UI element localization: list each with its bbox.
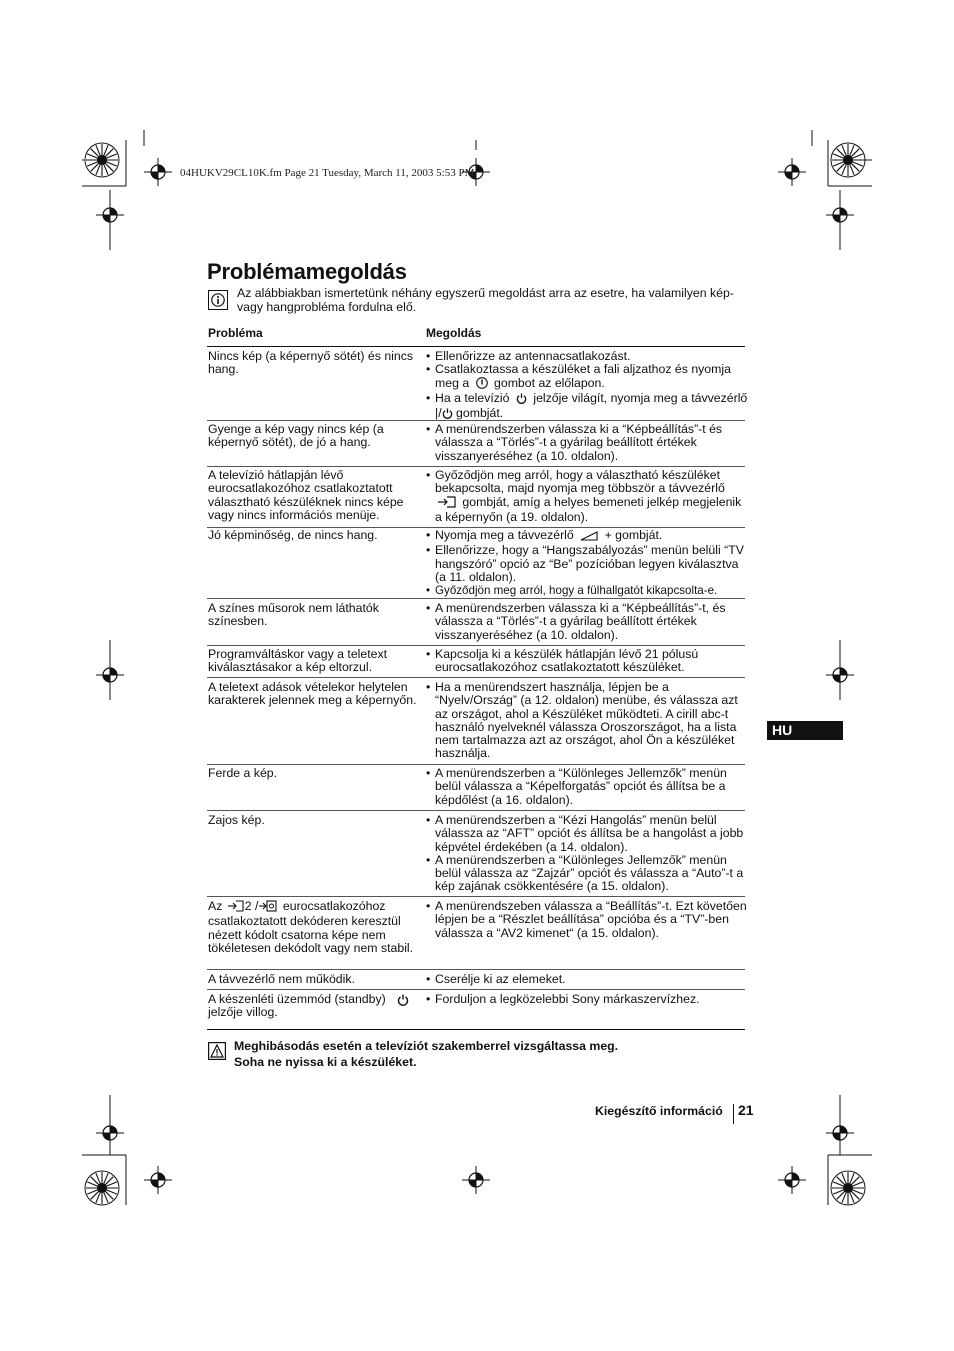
table-header-rule [207,346,745,347]
solution-item: • Ellenőrizze az antennacsatlakozást. [426,350,748,363]
table-row-solution [426,973,748,986]
table-row-problem: A televízió hátlapján lévő eurocsatlakozóhoz csatlakoztatott választható készüléknek nincs képe vagy nincs információs menüje. [208,468,404,522]
row-divider [207,969,745,970]
solution-item: • Győződjön meg arról, hogy a választható készüléket bekapcsolta, majd nyomja meg többször a távvezérlő gombját, amíg a helyes bemeneti jelkép megjelenik a képernyőn (a 19. oldalon). [426,469,748,524]
row-divider [207,677,745,678]
table-row-problem [208,900,420,955]
table-row-solution [426,993,748,1006]
table-row-problem: A színes műsorok nem láthatók színesben. [208,601,379,629]
table-row-solution [426,681,748,761]
column-header-solution: Megoldás [426,326,482,340]
table-row-problem: Gyenge a kép vagy nincs kép (a képernyő sötét), de jó a hang. [208,422,384,450]
scart-icon [259,900,277,915]
file-header: 04HUKV29CL10K.fm Page 21 Tuesday, March 11, 2003 5:53 PM [180,167,475,179]
row-divider [207,764,745,765]
solution-item: • Csatlakoztassa a készüléket a fali aljzathoz és nyomja meg a gombot az előlapon. [426,363,748,392]
table-row-problem: Zajos kép. [208,813,265,827]
table-row-solution [426,814,748,894]
column-header-problem: Probléma [208,326,263,340]
row-divider [207,989,745,990]
table-bottom-rule [207,1029,745,1030]
solution-item: • A menürendszerben a “Kézi Hangolás” menün belül válassza az “AFT” opciót és állítsa be a hangolást a jobb képvétel érdekében (a 14. oldalon). [426,814,748,854]
table-row-solution [426,469,748,524]
solution-item: • A menürendszerben válassza ki a “Képbeállítás”-t és válassza a “Törlés”-t a gyárilag beállított értékek visszanyeréséhez (a 10. oldalon). [426,423,748,463]
table-row-solution [426,350,748,422]
warning-icon [208,1042,226,1065]
warning-line: Meghibásodás esetén a televíziót szakemberrel vizsgáltassa meg. [234,1039,619,1053]
problem-rest: eurocsatlakozóhoz csatlakoztatott dekóderen keresztül nézett kódolt csatorna képe nem tökéletesen dekódolt vagy nem stabil. [208,899,414,955]
table-row-problem: A távvezérlő nem működik. [208,972,355,986]
info-icon [208,290,228,310]
solution-item: • Cserélje ki az elemeket. [426,973,748,986]
table-row-solution [426,602,748,642]
table-row-problem: Nincs kép (a képernyő sötét) és nincs hang. [208,349,414,377]
input-select-icon [228,900,244,915]
table-row-solution [426,648,748,675]
table-row-solution [426,529,748,597]
table-row-solution [426,767,748,807]
input-select-icon [438,496,456,511]
solution-item: • A menürendszerben a “Különleges Jellemzők” menün belül válassza az “Zajzár” opciót és válassza a “Auto”-t a kép zajának csökkentésére (a 15. oldalon). [426,854,748,894]
solution-item: • Ellenőrizze, hogy a “Hangszabályozás” menün belüli “TV hangszóró” opció az “Be” pozícióban legyen kiválasztva (a 11. oldalon). [426,544,748,584]
solution-item: • A menürendszeben válassza a “Beállítás”-t. Ezt követően lépjen be a “Részlet beállítása” opcióba és a “TV”-ben válassza a “AV2 kimenet“ (a 15. oldalon). [426,900,748,940]
standby-icon [397,993,409,1011]
table-row-problem: A teletext adások vételekor helytelen karakterek jelennek meg a képernyőn. [208,680,417,708]
problem-prefix: Az [208,899,223,913]
row-divider [207,420,745,421]
solution-item: • Ha a televízió jelzője világít, nyomja meg a távvezérlő |/ gombját. [426,392,748,423]
warning-text [234,1039,618,1070]
intro-text: Az alábbiakban ismertetünk néhány egyszerű megoldást arra az esetre, ha valamilyen kép- vagy hangprobléma fordulna elő. [237,286,734,314]
row-divider [207,810,745,811]
warning-line: Soha ne nyissa ki a készüléket. [234,1054,417,1069]
row-divider [207,645,745,646]
solution-item: • Nyomja meg a távvezérlő + gombját. [426,529,748,544]
page-title: Problémamegoldás [207,259,407,284]
solution-item: • Győződjön meg arról, hogy a fülhallgatót kikapcsolta-e. [426,584,748,597]
footer-divider [733,1104,734,1124]
problem-connector: 2 / [244,899,259,913]
solution-item: • A menürendszerben válassza ki a “Képbeállítás”-t, és válassza a “Törlés”-t a gyárilag beállított értékek visszanyeréséhez (a 10. oldalon). [426,602,748,642]
table-row-solution [426,423,748,463]
solution-item: • Kapcsolja ki a készülék hátlapján lévő 21 pólusú eurocsatlakozóhoz csatlakoztatott készüléket. [426,648,748,675]
row-divider [207,598,745,599]
table-row-problem: Jó képminőség, de nincs hang. [208,528,378,542]
table-row-problem: A készenléti üzemmód (standby) jelzője villog. [208,992,386,1020]
table-row-problem: Programváltáskor vagy a teletext kiválasztásakor a kép eltorzul. [208,647,388,675]
standby-icon [516,393,527,407]
solution-item: • A menürendszerben a “Különleges Jellemzők” menün belül válassza a “Képelforgatás” opciót és állítsa be a képdőlést (a 16. oldalon). [426,767,748,807]
power-icon [476,377,488,392]
solution-item: • Forduljon a legközelebbi Sony márkaszervízhez. [426,993,748,1006]
language-tab: HU [767,721,843,740]
solution-item: • Ha a menürendszert használja, lépjen be a “Nyelv/Ország” (a 12. oldalon) menübe, és válassza azt az országot, ahol a Készüléket működteti. A cirill abc-t használó nyelveknél válassza Oroszországot, ha a lista nem tartalmazza azt az országot, ahol Ön a készüléket használja. [426,681,748,761]
volume-icon [580,531,598,544]
footer-section: Kiegészítő információ [595,1104,723,1118]
table-row-solution [426,900,748,940]
table-row-problem: Ferde a kép. [208,766,278,780]
row-divider [207,896,745,897]
page-number: 21 [738,1102,754,1118]
row-divider [207,466,745,467]
